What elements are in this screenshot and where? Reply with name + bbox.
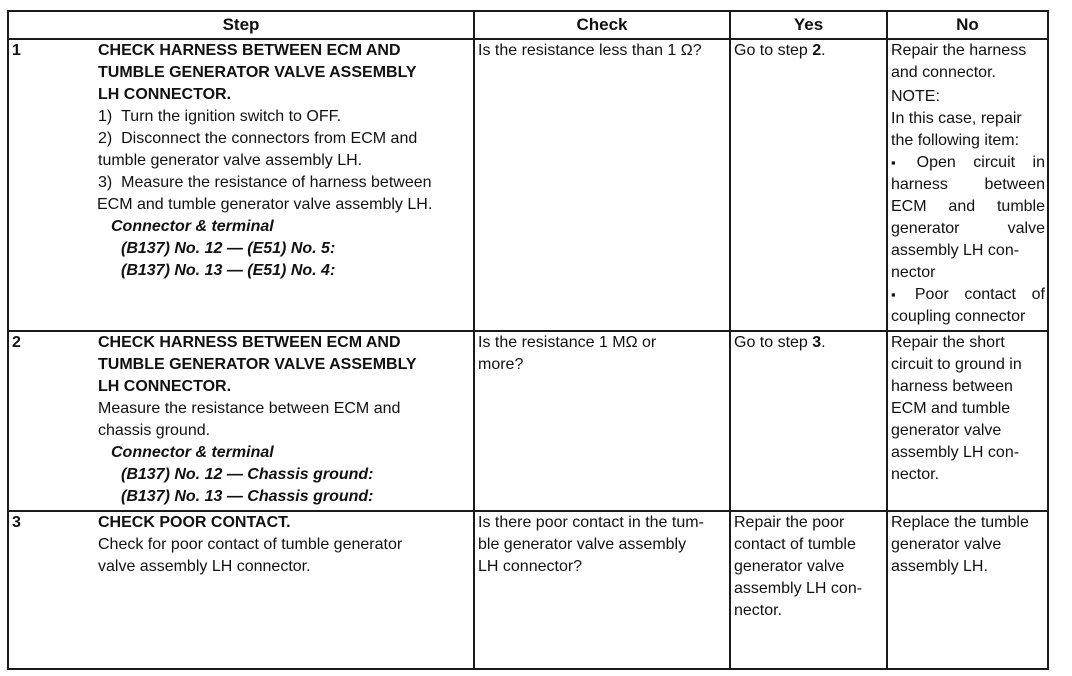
bullet-item-line: harness between (891, 176, 1045, 193)
connector-heading: Connector & terminal (111, 444, 274, 461)
step-cell (8, 39, 474, 331)
bullet-item: ▪ Poor contact of (891, 284, 1045, 306)
step-title-line: TUMBLE GENERATOR VALVE ASSEMBLY (98, 356, 417, 373)
check-line: LH connector? (478, 558, 583, 575)
instruction-line: valve assembly LH connector. (98, 558, 311, 575)
no-cell (887, 39, 1048, 331)
terminal-spec: (B137) No. 12 — Chassis ground: (121, 466, 374, 483)
check-line: more? (478, 356, 524, 373)
no-cell (887, 331, 1048, 511)
step-title: CHECK POOR CONTACT. (98, 514, 291, 531)
step-cell (8, 511, 474, 669)
instruction-line: Measure the resistance between ECM and (98, 400, 401, 417)
bullet-item-line: assembly LH con- (891, 242, 1020, 259)
instruction-line: 2) Disconnect the connectors from ECM and (98, 130, 418, 147)
check-cell (474, 331, 730, 511)
step-number: 3 (12, 514, 21, 531)
yes-line: Repair the poor (734, 514, 845, 531)
no-line: assembly LH con- (891, 444, 1020, 461)
step-title (98, 332, 470, 398)
header-check: Check (474, 11, 730, 39)
header-row (8, 11, 1048, 39)
instruction-line: ECM and tumble generator valve assembly LH. (97, 196, 433, 213)
step-number: 1 (12, 42, 21, 59)
step-link: 2 (812, 42, 822, 59)
step-number: 2 (12, 334, 21, 351)
no-line: nector. (891, 466, 940, 483)
yes-cell (730, 39, 887, 331)
header-yes: Yes (730, 11, 887, 39)
no-line: harness between (891, 378, 1013, 395)
step-title-line: CHECK HARNESS BETWEEN ECM AND (98, 42, 401, 59)
step-link: 3 (812, 334, 822, 351)
instruction-line: 1) Turn the ignition switch to OFF. (98, 108, 342, 125)
no-line: and connector. (891, 64, 996, 81)
no-line: generator valve (891, 422, 1002, 439)
step-title-line: CHECK HARNESS BETWEEN ECM AND (98, 334, 401, 351)
instruction-line: chassis ground. (98, 422, 211, 439)
yes-text: Go to step (734, 42, 813, 59)
instruction-line: tumble generator valve assembly LH. (98, 152, 363, 169)
bullet-item: ▪ Open circuit in (891, 152, 1045, 174)
note-line: In this case, repair (891, 110, 1022, 127)
step-title-line: LH CONNECTOR. (98, 86, 232, 103)
yes-text: . (821, 42, 826, 59)
no-line: ECM and tumble (891, 400, 1011, 417)
check-line: ble generator valve assembly (478, 536, 687, 553)
check-line: Is the resistance 1 MΩ or (478, 334, 657, 351)
diagnostic-table (7, 10, 1049, 670)
yes-text: Go to step (734, 334, 813, 351)
table-row (8, 39, 1048, 331)
bullet-item-line: generator valve (891, 220, 1045, 237)
no-cell (887, 511, 1048, 669)
note-label: NOTE: (891, 88, 940, 105)
yes-text: . (821, 334, 826, 351)
instruction-line: 3) Measure the resistance of harness between (98, 174, 432, 191)
yes-line: generator valve (734, 558, 845, 575)
terminal-spec: (B137) No. 13 — Chassis ground: (121, 488, 374, 505)
no-line: circuit to ground in (891, 356, 1022, 373)
step-title-line: LH CONNECTOR. (98, 378, 232, 395)
yes-cell (730, 331, 887, 511)
yes-cell (730, 511, 887, 669)
yes-line: nector. (734, 602, 783, 619)
table-row (8, 331, 1048, 511)
no-line: Repair the short (891, 334, 1005, 351)
note-line: the following item: (891, 132, 1020, 149)
terminal-spec: (B137) No. 13 — (E51) No. 4: (121, 262, 336, 279)
header-step: Step (8, 11, 474, 39)
check-cell: Is the resistance less than 1 Ω? (474, 39, 730, 331)
connector-heading: Connector & terminal (111, 218, 274, 235)
check-cell (474, 511, 730, 669)
no-line: Repair the harness (891, 42, 1027, 59)
bullet-item-line: nector (891, 264, 936, 281)
step-title (98, 40, 470, 106)
check-line: Is there poor contact in the tum- (478, 514, 704, 531)
table-row (8, 511, 1048, 669)
terminal-spec: (B137) No. 12 — (E51) No. 5: (121, 240, 336, 257)
instruction-line: Check for poor contact of tumble generator (98, 536, 403, 553)
step-cell (8, 331, 474, 511)
yes-line: assembly LH con- (734, 580, 863, 597)
yes-line: contact of tumble (734, 536, 856, 553)
header-no: No (887, 11, 1048, 39)
no-line: Replace the tumble (891, 514, 1029, 531)
step-title-line: TUMBLE GENERATOR VALVE ASSEMBLY (98, 64, 417, 81)
no-line: generator valve (891, 536, 1002, 553)
no-line: assembly LH. (891, 558, 988, 575)
bullet-item-line: coupling connector (891, 308, 1026, 325)
bullet-item-line: ECM and tumble (891, 198, 1045, 215)
